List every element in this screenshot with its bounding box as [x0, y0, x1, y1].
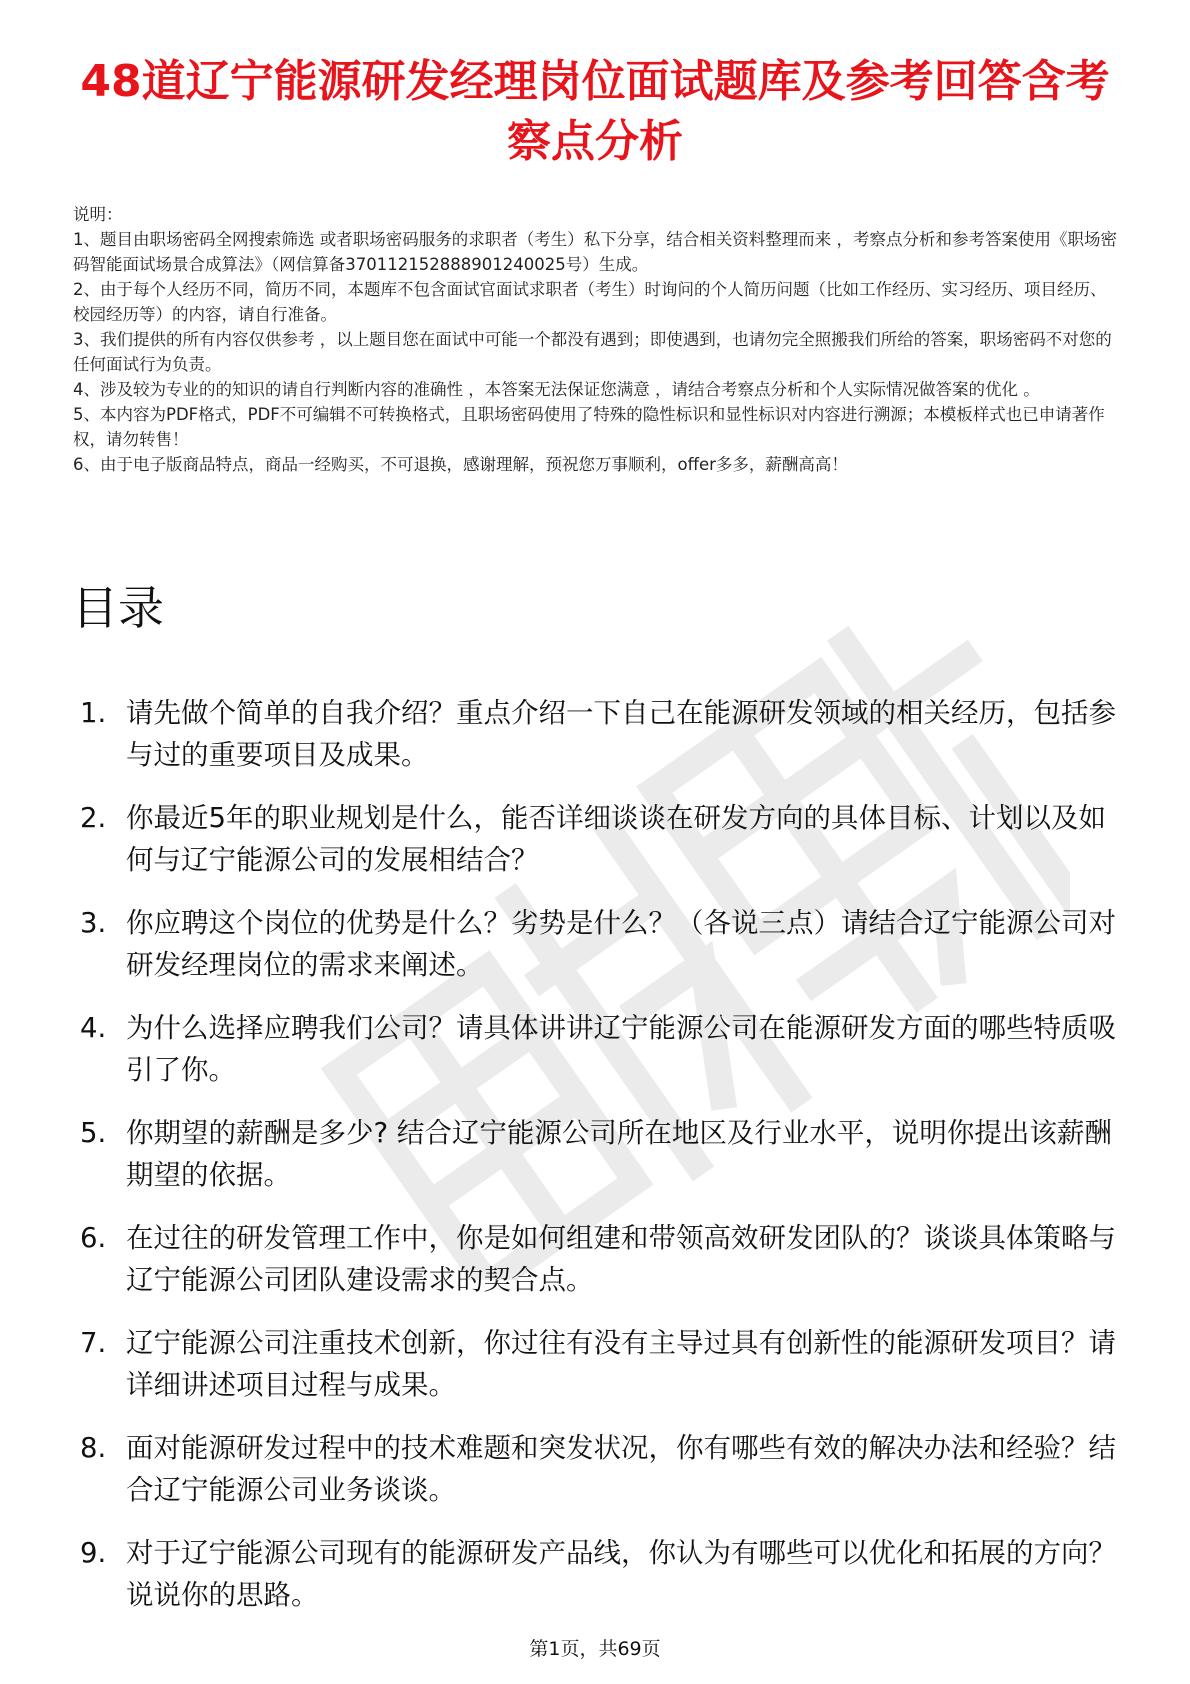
toc-item-number: 6. — [80, 1222, 107, 1254]
document-title: 48道辽宁能源研发经理岗位面试题库及参考回答含考察点分析 — [80, 56, 1110, 167]
note-item: 3、我们提供的所有内容仅供参考 ，以上题目您在面试中可能一个都没有遇到；即使遇到，也请勿完全照搬我们所给的答案，职场密码不对您的任何面试行为负责。 — [73, 330, 1112, 374]
toc-item-number: 9. — [80, 1537, 107, 1569]
toc-item-number: 1. — [80, 697, 107, 729]
toc-item-number: 3. — [80, 907, 107, 939]
toc-item[interactable] — [80, 1217, 1130, 1301]
page-footer: 第1页，共69页 — [529, 1638, 661, 1660]
toc-item-text: 你期望的薪酬是多少? 结合辽宁能源公司所在地区及行业水平，说明你提出该薪酬期望的依据。 — [126, 1117, 1112, 1191]
toc-item[interactable] — [80, 1532, 1130, 1616]
toc-item-number: 5. — [80, 1117, 107, 1149]
toc-item-text: 对于辽宁能源公司现有的能源研发产品线，你认为有哪些可以优化和拓展的方向？说说你的思路。 — [126, 1537, 1116, 1611]
toc-list — [80, 692, 1130, 1637]
toc-item[interactable] — [80, 1322, 1130, 1406]
notes-section — [73, 202, 1120, 477]
note-item: 2、由于每个人经历不同，简历不同，本题库不包含面试官面试求职者（考生）时询问的个人简历问题（比如工作经历、实习经历、项目经历、校园经历等）的内容，请自行准备。 — [73, 280, 1107, 324]
toc-item[interactable] — [80, 692, 1130, 776]
toc-item[interactable] — [80, 1427, 1130, 1511]
note-item: 4、涉及较为专业的的知识的请自行判断内容的准确性 ，本答案无法保证您满意 ，请结合考察点分析和个人实际情况做答案的优化 。 — [73, 380, 1040, 399]
toc-item-text: 请先做个简单的自我介绍？重点介绍一下自己在能源研发领域的相关经历，包括参与过的重要项目及成果。 — [126, 697, 1116, 771]
toc-item[interactable] — [80, 1112, 1130, 1196]
toc-item-number: 7. — [80, 1327, 107, 1359]
toc-item-number: 4. — [80, 1012, 107, 1044]
toc-item-text: 你最近5年的职业规划是什么，能否详细谈谈在研发方向的具体目标、计划以及如何与辽宁能源公司的发展相结合？ — [126, 802, 1106, 876]
note-item: 5、本内容为PDF格式，PDF不可编辑不可转换格式，且职场密码使用了特殊的隐性标识和显性标识对内容进行溯源；本模板样式也已申请著作权，请勿转售！ — [73, 405, 1105, 449]
toc-item-number: 8. — [80, 1432, 107, 1464]
toc-item-text: 辽宁能源公司注重技术创新，你过往有没有主导过具有创新性的能源研发项目？请详细讲述项目过程与成果。 — [126, 1327, 1116, 1401]
toc-item-text: 为什么选择应聘我们公司？请具体讲讲辽宁能源公司在能源研发方面的哪些特质吸引了你。 — [126, 1012, 1116, 1086]
toc-item-text: 面对能源研发过程中的技术难题和突发状况，你有哪些有效的解决办法和经验？结合辽宁能源公司业务谈谈。 — [126, 1432, 1116, 1506]
toc-item[interactable] — [80, 1007, 1130, 1091]
note-item: 6、由于电子版商品特点，商品一经购买，不可退换，感谢理解，预祝您万事顺利，offer多多，薪酬高高！ — [73, 455, 848, 474]
toc-item[interactable] — [80, 797, 1130, 881]
toc-item-number: 2. — [80, 802, 107, 834]
toc-item-text: 在过往的研发管理工作中，你是如何组建和带领高效研发团队的？谈谈具体策略与辽宁能源公司团队建设需求的契合点。 — [126, 1222, 1116, 1296]
toc-item[interactable] — [80, 902, 1130, 986]
toc-item-text: 你应聘这个岗位的优势是什么？劣势是什么？（各说三点）请结合辽宁能源公司对研发经理岗位的需求来阐述。 — [126, 907, 1116, 981]
notes-heading: 说明： — [73, 205, 123, 224]
note-item: 1、题目由职场密码全网搜索筛选 或者职场密码服务的求职者（考生）私下分享，结合相关资料整理而来 ，考察点分析和参考答案使用《职场密码智能面试场景合成算法》（网信算备370112152888901240025号）生成。 — [73, 230, 1117, 274]
toc-heading: 目录 — [72, 581, 164, 635]
